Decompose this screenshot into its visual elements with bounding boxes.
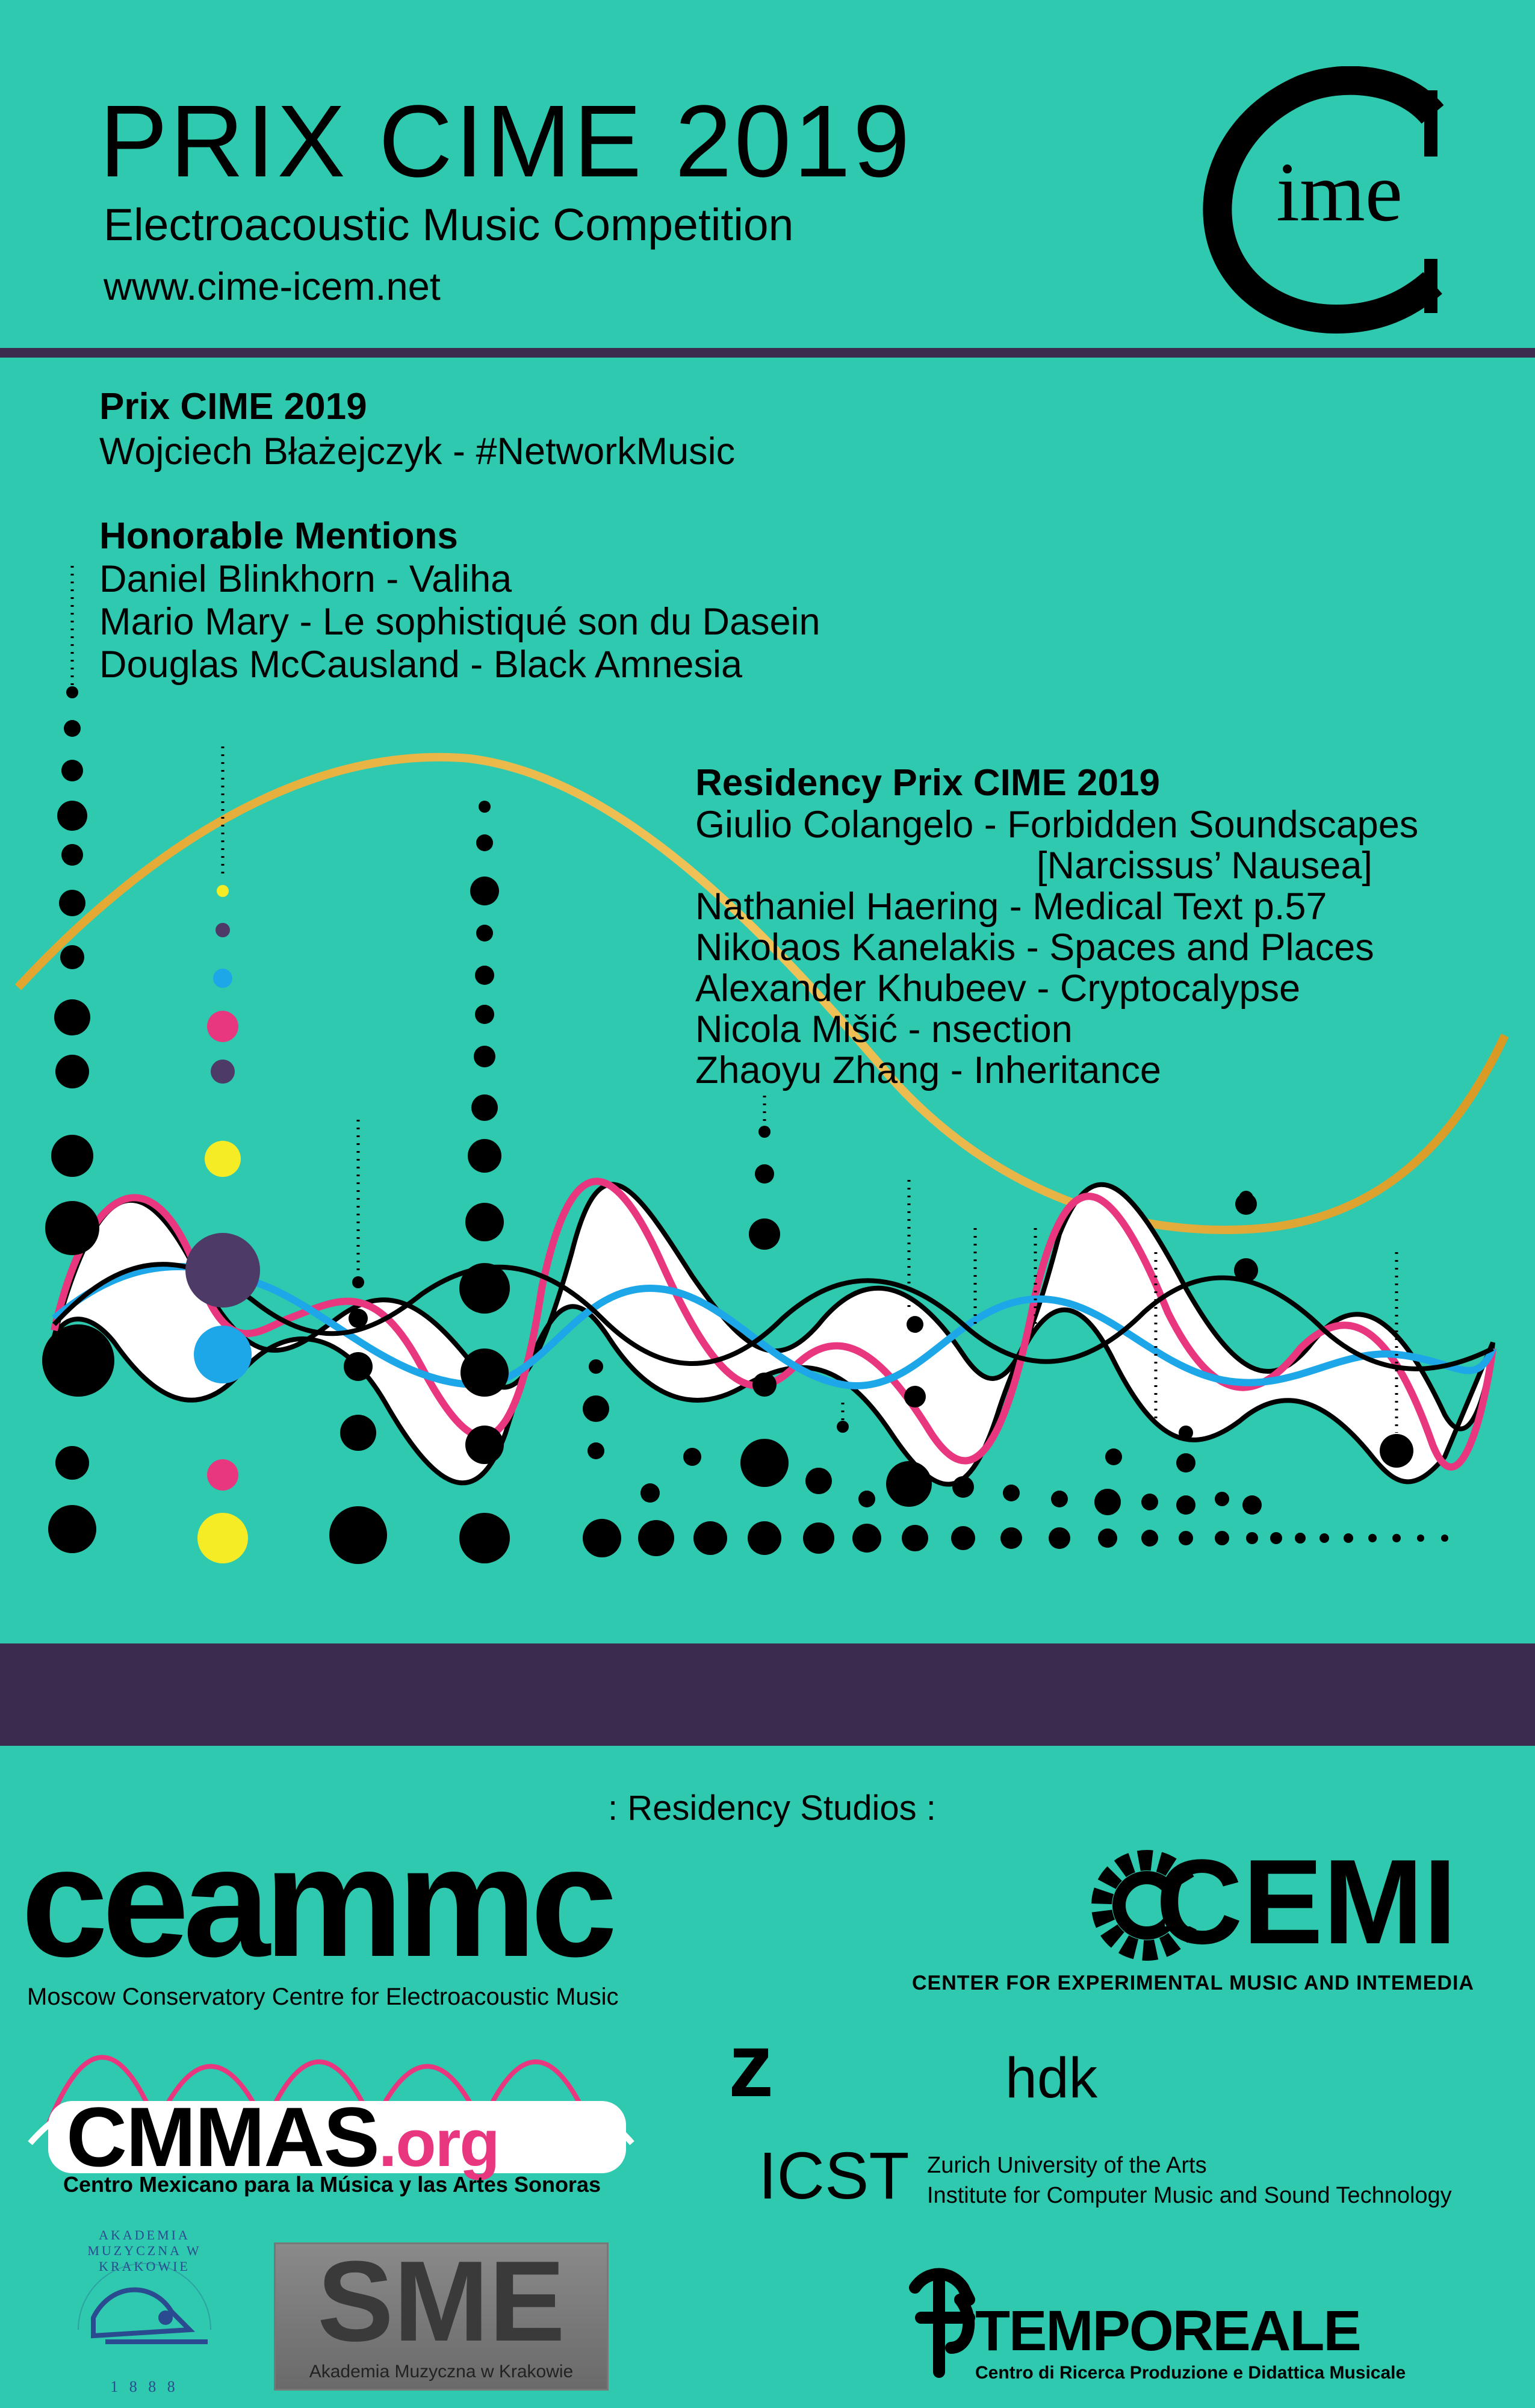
icst-logo: ICST: [758, 2139, 910, 2213]
akademia-ring-text: AKADEMIA MUZYCZNA W KRAKOWIE: [87, 2227, 202, 2274]
zhdk-z-logo: z: [728, 2014, 774, 2115]
studios-heading: : Residency Studios :: [608, 1789, 936, 1828]
cemi-logo: CEMI: [1156, 1835, 1457, 1969]
temporeale-logo: TEMPOREALE: [975, 2299, 1360, 2363]
temporeale-caption: Centro di Ricerca Produzione e Didattica Musicale: [975, 2363, 1406, 2383]
sme-logo: [274, 2238, 609, 2391]
residency-heading: Residency Prix CIME 2019: [695, 762, 1160, 804]
cmmas-caption: Centro Mexicano para la Música y las Artes Sonoras: [63, 2172, 601, 2197]
honorable-entry: Douglas McCausland - Black Amnesia: [99, 644, 742, 686]
website-link[interactable]: www.cime-icem.net: [104, 264, 441, 308]
temporeale-mark-icon: [903, 2264, 981, 2384]
zhdk-hdk-logo: hdk: [1005, 2046, 1098, 2110]
akademia-seal: [57, 2227, 232, 2402]
sme-caption: Akademia Muzyczna w Krakowie: [309, 2362, 574, 2382]
akademia-year: 1 8 8 8: [110, 2378, 179, 2395]
residency-entry: [Narcissus’ Nausea]: [1037, 845, 1372, 887]
residency-entry: Zhaoyu Zhang - Inheritance: [695, 1049, 1161, 1091]
cmmas-suffix: .org: [378, 2106, 499, 2180]
zhdk-line1: Zurich University of the Arts: [927, 2153, 1207, 2178]
residency-entry: Alexander Khubeev - Cryptocalypse: [695, 967, 1301, 1010]
cemi-caption: CENTER FOR EXPERIMENTAL MUSIC AND INTEMEDIA: [912, 1972, 1474, 1994]
residency-entry: Nathaniel Haering - Medical Text p.57: [695, 886, 1327, 928]
zhdk-line2: Institute for Computer Music and Sound Technology: [927, 2183, 1452, 2208]
residency-entry: Nicola Mišić - nsection: [695, 1008, 1073, 1050]
winner-entry: Wojciech Błażejczyk - #NetworkMusic: [99, 430, 736, 473]
winner-heading: Prix CIME 2019: [99, 386, 367, 427]
sme-logo-text: SME: [317, 2238, 565, 2365]
page-subtitle: Electroacoustic Music Competition: [104, 199, 794, 250]
residency-entry: Nikolaos Kanelakis - Spaces and Places: [695, 926, 1374, 969]
honorable-entry: Mario Mary - Le sophistiqué son du Dasein: [99, 601, 820, 643]
honorable-entry: Daniel Blinkhorn - Valiha: [99, 558, 512, 600]
cmmas-name: CMMAS: [66, 2090, 379, 2184]
purple-band: [0, 1643, 1535, 1746]
cime-logo-text: ime: [1276, 146, 1403, 239]
ceammc-logo: ceammc: [21, 1815, 612, 1990]
residency-entry: Giulio Colangelo - Forbidden Soundscapes: [695, 804, 1419, 846]
ceammc-caption: Moscow Conservatory Centre for Electroacoustic Music: [27, 1984, 619, 2010]
page-title: PRIX CIME 2019: [99, 84, 913, 199]
cmmas-logo-text: [66, 2090, 499, 2184]
cmmas-logo: [24, 2023, 680, 2197]
honorable-heading: Honorable Mentions: [99, 515, 458, 557]
